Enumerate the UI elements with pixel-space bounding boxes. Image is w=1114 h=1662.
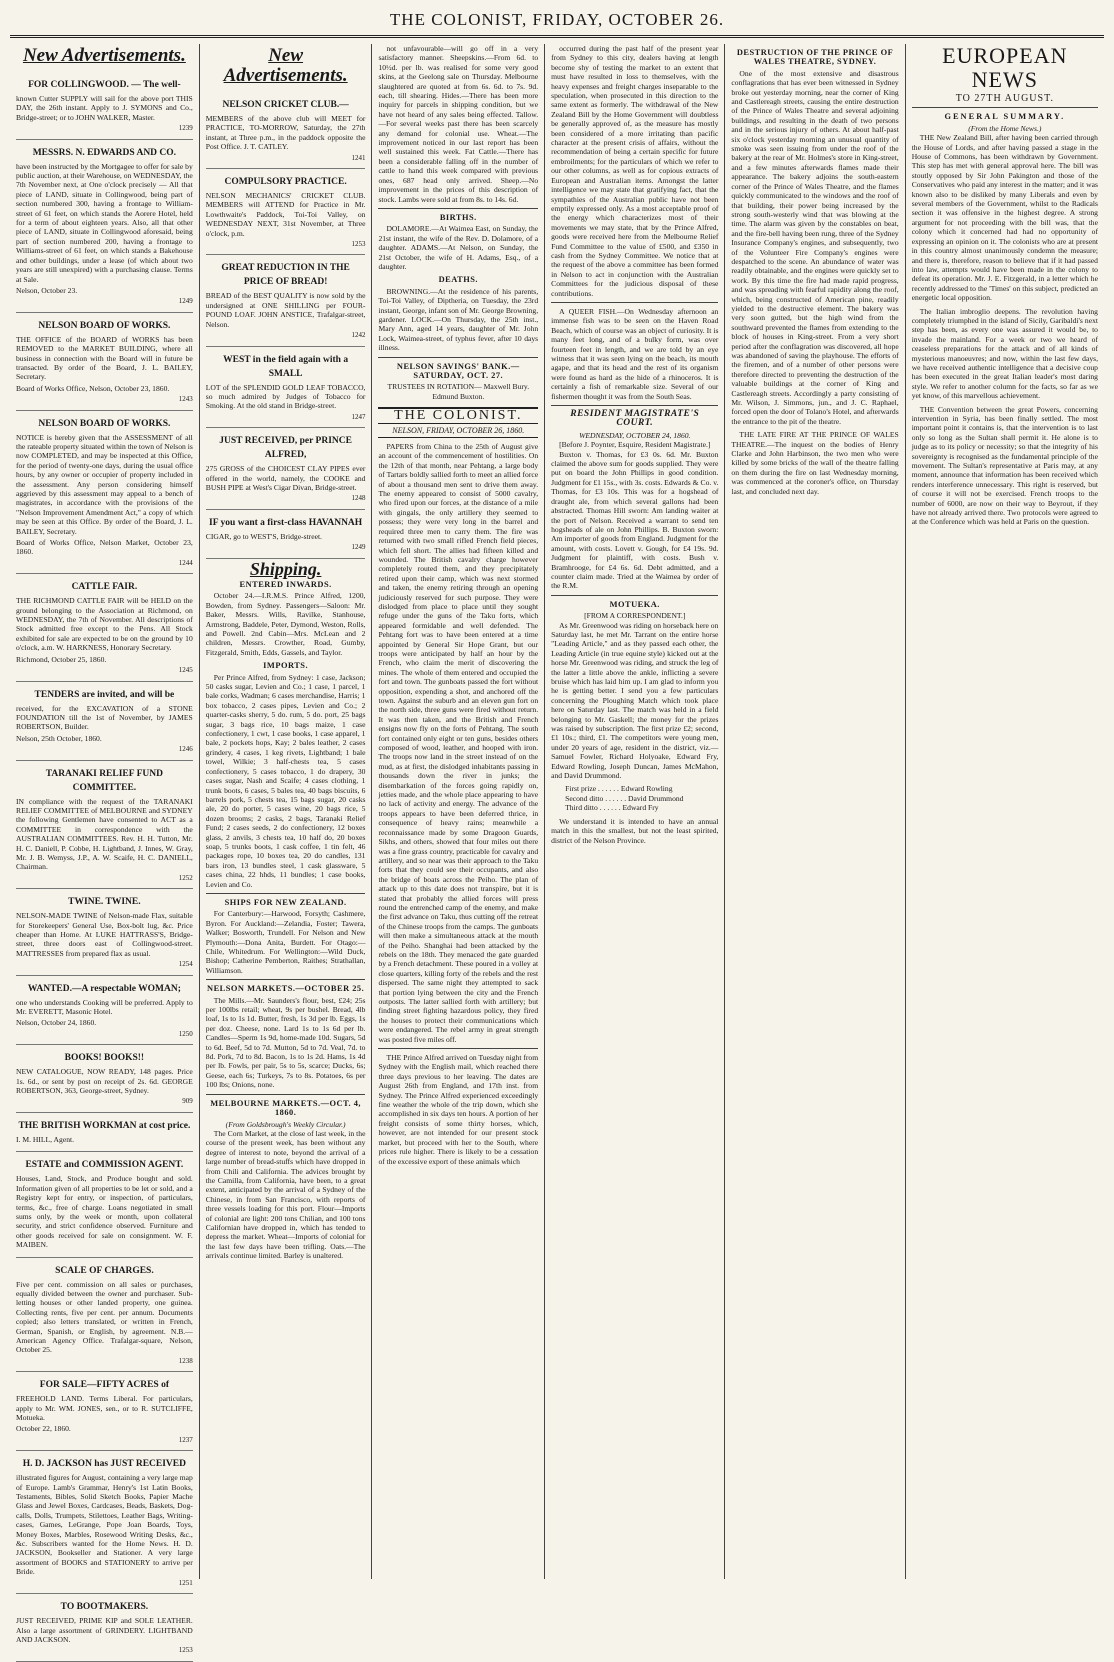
general-summary-source: (From the Home News.) [968, 123, 1042, 133]
ad-text: Five per cent. commission on all sales or purchases, equally divided between the owner and purchaser. Sub-letting houses or other landed property, one guinea. Collecting rents, five per cent. per annum. Documents copied; also letters translated, or written in French, German, Spanish, or English, by agreement. N.B.—American Agency Office. Trafalgar-square, Nelson, October 25. [16, 1279, 193, 1355]
advertisement [206, 347, 366, 429]
ad-text: FREEHOLD LAND. Terms Liberal. For particulars, apply to Mr. WM. JONES, sen., or to R. SUTCLIFFE, Motueka. [16, 1394, 193, 1422]
ad-text: LOT of the SPLENDID GOLD LEAF TOBACCO, so much admired by Judges of Tobacco for Smoking. At the old stand in Bridge-street. [205, 382, 366, 411]
advertisement [16, 140, 193, 313]
ad-heading: TO BOOTMAKERS. [60, 1602, 149, 1613]
ad-text: MEMBERS of the above club will MEET for PRACTICE, TO-MORROW, Saturday, the 27th instant, at Three p.m., in the paddock opposite the Post Office. J. T. CATLEY. [205, 114, 366, 152]
court-title: RESIDENT MAGISTRATE'S COURT. [570, 409, 700, 429]
divider [378, 357, 538, 358]
newspaper-page [10, 10, 1104, 1655]
ad-number: 1249 [351, 543, 366, 552]
advertisement [16, 313, 193, 411]
ad-heading: NELSON CRICKET CLUB.— [222, 100, 349, 110]
ad-heading: FOR COLLINGWOOD. — The well- [28, 80, 181, 90]
ad-heading: NELSON BOARD OF WORKS. [38, 320, 171, 331]
ad-text: THE OFFICE of the BOARD of WORKS has been REMOVED to the MARKET BUILDING, where all business in connection with the Board will in future be transacted. By order of the Board, J. L. BAILEY, Secretary. [16, 334, 193, 382]
ad-number: 1250 [178, 1029, 193, 1038]
section-header: New Advertisements. [22, 45, 186, 66]
theatre-fire-text: One of the most extensive and disastrous conflagrations that has ever been witnessed in Sydney broke out yesterday morning, near the corner of King and Castlereagh streets, causing the entire destruction of the Prince of Wales Theatre and several adjoining buildings, and resulting in the death of two persons and in the serious injury of others. At about half-past six o'clock yesterday morning an unusual quantity of smoke was seen issuing from under the roof of the bakery at the rear of Mr. Holmes's store in King-street, and a few minutes afterwards flames made their appearance. The bakery adjoins the south-eastern corner of the Prince of Wales Theatre, and the flames quickly communicated to the windows and the roof of that building, their power being increased by the strong south-westerly wind that was blowing at the time. The alarm was given by the constables on beat, and the fire-bell having been rung, three of the Sydney Insurance Company's engines, and subsequently, two of the Volunteer Fire Company's engines were despatched to the scene. An abundance of water was readily obtainable, and the engines were quickly set to work. By this time the fire had made rapid progress, and was spreading with fearful rapidity along the roof, which, being constructed of American pine, readily yielded to the destructive element. The bakery was very soon gutted, but the high wind from the southward prevented the flames from extending to the block of houses in King-street. From a very short period after the conflagration was discovered, all hope was abandoned of saving the playhouse. The efforts of the firemen, and of a number of other persons were therefore directed to preventing the destruction of the valuable buildings at the corner of King and Castlereagh streets. Accordingly a party consisting of Mr. Wilson, J. Simmons, jun., and J. C. Raphael, forced open the door of Tolano's Hotel, and afterwards the entrance to the pit of the theatre. [731, 68, 899, 426]
general-summary-title: GENERAL SUMMARY. [944, 112, 1066, 122]
ad-number: 1237 [178, 1435, 193, 1444]
melbourne-markets-title: MELBOURNE MARKETS.—OCT. 4, 1860. [210, 1098, 362, 1118]
entered-inwards-title: ENTERED INWARDS. [239, 579, 332, 589]
ad-footer: Nelson, October 24, 1860. [16, 1018, 97, 1028]
ad-text: JUST RECEIVED, PRIME KIP and SOLE LEATHER. Also a large assortment of GRINDERY. LIGHTBAND AND JACKSON. [16, 1616, 193, 1644]
dateline: NELSON, FRIDAY, OCTOBER 26, 1860. [378, 426, 538, 438]
ad-number: 1244 [178, 558, 193, 567]
prize-list [551, 784, 718, 812]
ad-heading: ESTATE and COMMISSION AGENT. [25, 1160, 184, 1171]
ad-number: 1242 [351, 331, 366, 340]
ad-number: 1241 [351, 153, 366, 162]
ad-heading: H. D. JACKSON has JUST RECEIVED [22, 1459, 186, 1470]
divider [206, 1094, 366, 1095]
ad-heading: COMPULSORY PRACTICE. [224, 177, 347, 188]
deaths-text: BROWNING.—At the residence of his parents, Toi-Toi Valley, of Diptheria, on Tuesday, the 23rd instant, George, infant son of Mr. George Browning, gardener. LOCK.—On Thursday, the 25th inst., Mary Ann, aged 14 years, daughter of Mr. John Lock, Waimea-street, of typhus fever, after 10 days illness. [378, 286, 539, 353]
advertisement [16, 1258, 193, 1373]
ad-text: 275 GROSS of the CHOICEST CLAY PIPES ever offered in the world, namely, the COOKE and BUSH PIPE at West's Cigar Divan, Bridge-street. [205, 464, 366, 492]
advertisement [16, 976, 193, 1046]
melbourne-markets-source: (From Goldsbrough's Weekly Circular.) [225, 1119, 346, 1129]
prize-winner: Edward Rowling [620, 784, 673, 794]
divider [551, 405, 718, 406]
queer-fish-text: A QUEER FISH.—On Wednesday afternoon an immense fish was to be seen on the Haven Road Beach, which of course was an object of curiosity. It is many feet long, and of a bulky form, was over fourteen feet in length, and we are told by an eye witness that it was seen lying on the beach, its mouth agape, and that its head and the rest of its organism were found as hard as the hide of a rhinoceros. It is certainly a fish of remarkable size. Several of our fishermen thought it was from the South Seas. [551, 306, 719, 401]
prize-winner: David Drummond [628, 793, 684, 803]
ships-title: SHIPS FOR NEW ZEALAND. [224, 897, 347, 907]
deaths-title: DEATHS. [438, 275, 478, 285]
paper-title: THE COLONIST. [378, 407, 538, 423]
ad-heading: WEST in the field again with a SMALL [223, 354, 349, 379]
advertisement [206, 428, 366, 510]
ad-number: 1251 [178, 1578, 193, 1587]
markets-continued-text: not unfavourable—will go off in a very satisfactory manner. Sheepskins.—From 6d. to 10½d. per lb. was realised for some very good skins, at the Geelong sale on Thursday. Melbourne slaughtered are quoted at from 6s. 6d. to 7s. 9d. each, till shearing. Hides.—There has been more inquiry for parcels in shipping condition, but we have not heard of any sales being effected. Tallow.—For several weeks past there has been scarcely any demand for colonial use. Wheat.—The improvement noticed in our last report has been well sustained this week. Fat Cattle.—There has been a considerable falling off in the number of cattle to hand this week compared with previous ones, 687 head only arrived. Sheep.—No improvement in the prices of this description of stock. Lambs were sold at from 8s. to 14s. 6d. [378, 44, 539, 204]
ad-heading: WANTED.—A respectable WOMAN; [27, 983, 181, 994]
ad-text: NELSON MECHANICS' CRICKET CLUB. MEMBERS will ATTEND for Practice in Mr. Lowthwaite's Paddock, Toi-Toi Valley, on WEDNESDAY NEXT, 31st November, at Three o'clock, p.m. [205, 191, 366, 238]
ad-heading: IF you want a first-class HAVANNAH [209, 517, 363, 528]
columns [10, 43, 1104, 1655]
ad-heading: TENDERS are invited, and will be [34, 689, 175, 700]
leader-dots: . . . . . . [597, 803, 623, 813]
ad-number: 1239 [178, 124, 193, 133]
ad-number: 1248 [351, 494, 366, 503]
advertisement [206, 510, 366, 559]
ad-heading: GREAT REDUCTION IN THE PRICE OF BREAD! [221, 263, 350, 288]
summary-paragraph: THE New Zealand Bill, after having been carried through the House of Lords, and after having passed a stage in the House of Commons, has been withdrawn by Government. This step has met with general approval here. The bill was stoutly opposed by Sir John Pakington and those of the Conservatives who paid any interest in the matter; and it was known also to be disliked by many Liberals and even by several members of the Government, whilst to the Radicals section it was offensive in the highest degree. A strong argument for not proceeding with the bill was, that the colony which it concerned had had no opportunity of expressing an opinion on it. The colonists who are at present in this country almost unanimously condemn the measure; and there is, therefore, reason to believe that if it had passed into law, attempts would have been made in the colony to defeat its operation. Mr. J. E. Fitzgerald, in a letter which he recently addressed to the 'Times' on this subject, predicted an energetic local opposition. [911, 133, 1098, 303]
divider [551, 302, 718, 303]
ad-text: one who understands Cooking will be preferred. Apply to Mr. EVERETT, Masonic Hotel. [16, 997, 193, 1017]
court-date: WEDNESDAY, OCTOBER 24, 1860. [579, 430, 691, 440]
advertisement [16, 1152, 193, 1257]
shipping-header: Shipping. [249, 558, 322, 579]
advertisement [206, 255, 366, 346]
prize-row [565, 803, 718, 812]
advertisement [16, 1113, 193, 1152]
melbourne-markets-text: The Corn Market, at the close of last week, in the course of the present week, has been without any degree of interest to note, beyond the arrival of a large number of bread-stuffs which have dropped in from Chili and California. The advices brought by the Camilla, from California, have been, to a great extent, anticipated by the arrival of a Sydney of the Chinese, in from San Francisco, with reports of three vessels loading for this port. Flour—Imports of colonial are light: 200 tons Chilian, and 100 tons Californian have dropped in, which has tended to depress the market. Wheat—Imports of colonial for the last few days have been trifling. Oats.—The arrivals continue limited. Barley is unaltered. [205, 1128, 366, 1261]
ad-list [206, 92, 366, 559]
ad-text: NOTICE is hereby given that the ASSESSMENT of all the rateable property situated within the town of Nelson is now COMPLETED, and may be inspected at this Office, for the period of twenty-one days, during the usual office hours, by any owner or occupier of property included in the assessment. Any person considering himself aggrieved by this assessment may appeal to a bench of magistrates, in accordance with the provisions of the "Nelson Improvement Amendment Act," a copy of which may be seen at this Office. By order of the Board, J. L. BAILEY, Secretary. [16, 432, 193, 536]
advertisement [16, 682, 193, 761]
column-european-news [906, 44, 1104, 1579]
summary-paragraphs [912, 133, 1098, 527]
china-news-text: PAPERS from China to the 25th of August give an account of the commencement of hostilities. On the 12th of that month, near Pehtang, a large body of Tartars boldly sallied forth to meet an allied force of about a thousand men sent to drive them away. The enemy appeared to consist of 5000 cavalry, who fired upon our forces, at the distance of a mile with gingals, the only artillery they seemed to possess; they were very long in the barrel and required three men to carry them. The fire was returned with two small rifled French field pieces, which fell short. The allies had fifteen killed and wounded. The British cavalry charge however completely routed them, and they precipitately retired upon their camp, which was next stormed and taken, the enemy retiring through an opening judiciously reserved for such purpose. They were dislodged from place to place until they sought refuge under the guns of the Taku forts, which appeared formidable and well defended. The Pehtang fort was to have been entered at a time appointed by General Sir Hope Grant, but our troops were anticipated by half an hour by the French, who claim the merit of discovering the mines. The whole of them entered and occupied the fort and town. The gunboats passed the fort without opposition, expending a shot, and anchored off the town. Against the suburb and an eleven gun fort on the north side, three guns were fired without return. It was then taken, and the British and French ensigns now fly on the forts of Pehtang. The south fort contained only eight or ten guns, besides others composed of wood, leather, and hooped with iron. The troops now land in the street instead of on the mud, as at first, the dislodged inhabitants passing in thousands down the river in junks; the disembarkation of the forces going rapidly on, jetties made, and the whole place appearing to have no lack of activity and energy. The advance of the troops appears to have been deferred thrice, in consequence of heavy rains; meanwhile a reconnaissance made by some Dragoon Guards, Sikhs, and others, showed that four miles out there was a fine grass country, practicable for cavalry and artillery, and so near was their approach to the Taku forts that they could see their occupants, and also the bridge of boats across the Peiho. The plan of attack up to this date does not transpire, but it is stated that probably the allied forces will press round the entrenched camp of the enemy, and make the first advance on Taku, thus cutting off the retreat of the Chinese troops from the camps. The gunboats will then make a simultaneous attack at the mouth of the Peiho. Shanghai had been attacked by the rebels on the 18th. They menaced the gate guarded by a French detachment. These poured in a volley at close quarters, killing forty of the rebels and the rest dispersed. The same night they attempted to sack that portion lying between the city and the French outposts. The latter sallied forth with artillery; but finding street fighting hazardous policy, they fired the houses to protect their communications which were endangered. The rebel army in great strength was posted five miles off. [378, 442, 539, 1044]
ad-number: 1246 [178, 745, 193, 754]
motueka-title: MOTUEKA. [609, 599, 660, 609]
ad-number: 1238 [178, 1356, 193, 1365]
ad-number: 1247 [351, 412, 366, 421]
ad-number: 1252 [178, 873, 193, 882]
advertisement [16, 411, 193, 575]
ad-text: THE RICHMOND CATTLE FAIR will be HELD on the ground belonging to the Association at Richmond, on WEDNESDAY, the 7th of November. All descriptions of Stock admitted free except to the Pens. All Stock exhibited for sale are expected to be on the ground by 10 o'clock, a.m. W. HARKNESS, Honorary Secretary. [16, 596, 193, 653]
advertisement [16, 889, 193, 975]
masthead: THE COLONIST, FRIDAY, OCTOBER 26. [10, 10, 1104, 38]
ad-text: illustrated figures for August, containing a very large map of Europe. Lamb's Grammar, Henry's 1st Latin Books, Testaments, Bibles, Solid Sketch Books, Papier Mache Glass and Jewel Boxes, Cardcases, Beads, Baskets, Dog-calls, Dolls, Trumpets, Stilettoes, Leather Bags, Writing-cases, Games, LeGrange, Pope Joan Boards, Toys, Money Boxes, Marbles, Rosewood Writing Desks, &c., &c. Subscribers wanted for the Home News. H. D. JACKSON, Bookseller and Stationer. A very large assortment of BOOKS and STATIONERY to arrive per Bride. [16, 1473, 193, 1577]
column-advertisements-2 [200, 44, 373, 1579]
ad-text: NEW CATALOGUE, NOW READY, 148 pages. Price 1s. 6d., or sent by post on receipt of 2s. 6d. GEORGE ROBERTSON, 363, George-street, Sydney. [16, 1067, 193, 1096]
ad-text: I. M. HILL, Agent. [16, 1134, 74, 1144]
european-news-subtitle: TO 27TH AUGUST. [955, 93, 1054, 104]
leader-dots: . . . . . . [596, 784, 621, 794]
divider [378, 208, 538, 209]
advertisement [206, 169, 366, 255]
ad-text: received, for the EXCAVATION of a STONE FOUNDATION till the 1st of November, by JAMES ROBERTSON, Builder. [16, 703, 193, 732]
ad-text: BREAD of the BEST QUALITY is now sold by the undersigned at ONE SHILLING per FOUR-POUND LOAF. JOHN ANSTICE, Trafalgar-street, Nelson. [205, 291, 366, 329]
theatre-fire-inquest-text: THE LATE FIRE AT THE PRINCE OF WALES THEATRE.—The inquest on the bodies of Henry Clarke and John Harbinson, the two men who were killed by some bricks of the wall of the theatre falling on them during the fire on last Wednesday morning, was commenced at the coroner's office, on Thursday last, and concluded next day. [731, 430, 899, 496]
ad-number: 1249 [178, 297, 193, 306]
prize-winner: Edward Fry [622, 803, 659, 813]
ad-text: NELSON-MADE TWINE of Nelson-made Flax, suitable for Storekeepers' General Use, Box-bolt lug, &c. Price cheaper than Home. At LUKE HATTRASS'S, Bridge-street, three doors east of Collingwood-street. MATTRESSES from prepared flax as usual. [16, 911, 193, 958]
ad-footer: Nelson, 25th October, 1860. [16, 733, 102, 743]
prize-row [565, 794, 718, 803]
ad-text: known Cutter SUPPLY will sail for the above port THIS DAY, the 26th instant. Apply to J. SYMONS and Co., Bridge-street; or to JOHN WALKER, Master. [16, 94, 193, 122]
divider [912, 107, 1098, 108]
prize-row [565, 784, 718, 793]
divider [206, 893, 366, 894]
ad-heading: CATTLE FAIR. [71, 582, 138, 593]
ad-heading: THE BRITISH WORKMAN at cost price. [18, 1120, 191, 1131]
court-before: [Before J. Poynter, Esquire, Resident Magistrate.] [559, 440, 711, 450]
ad-heading: TARANAKI RELIEF FUND COMMITTEE. [45, 768, 163, 793]
ad-heading: SCALE OF CHARGES. [55, 1265, 154, 1276]
ad-text: Houses, Land, Stock, and Produce bought and sold. Information given of all properties to be let or sold, and a Registry kept for entry, or inspection, of particulars, terms, &c., free of charge. Loans negotiated in small sums only, by the week or month, upon collateral security, and strict confidence observed. Furniture and other goods received for sale on consignment. W. F. MAIBEN. [16, 1174, 193, 1250]
advertisement [16, 761, 193, 890]
european-news-title: EUROPEAN NEWS [942, 43, 1068, 92]
ad-list [16, 72, 193, 1662]
advertisement [16, 574, 193, 681]
court-text: Buxton v. Thomas, for £3 0s. 6d. Mr. Buxton claimed the above sum for goods supplied. They were put on board the John Phillips in good condition. Judgment for £1 15s., with 3s. costs. Edwards & Co. v. Thomas, for £3 10s. This was for a hogshead of draught ale, from which several gallons had been abstracted. Thomas Hill sworn: Am landing waiter at the port of Nelson. Received a warrant to send ten hogsheads of ale on John Phillips. B. Buxton sworn: Am importer of goods from England. Judgment for the amount, with costs. Lovett v. Gough, for £4 19s. 9d. Judgment for plaintiff, with costs. Bush v. Bramhrooge, for £4 6s. 6d. Debt admitted, and a counter claim made. Tried at the Waimea by order of the R.M. [551, 449, 719, 591]
ad-text: IN compliance with the request of the TARANAKI RELIEF COMMITTEE of MELBOURNE and SYDNEY the following Gentlemen have consented to ACT as a COMMITTEE in correspondence with the AUSTRALIAN COMMITTEES. Rev. H. H. Tutton, Mr. H. C. Daniell, P. Cobbe, H. Lightband, J. Innes, W. Gray, Mr. J. B. Wemyss, J.P., A. W. Scaife, H. C. DANIELL, Chairman. [16, 796, 193, 872]
births-title: BIRTHS. [439, 212, 477, 222]
ad-footer: Board of Works Office, Nelson Market, October 23, 1860. [16, 538, 193, 557]
ad-number: 1245 [178, 666, 193, 675]
prize-label: First prize [565, 784, 597, 794]
motueka-end-text: We understand it is intended to have an annual match in this the smallest, but not the least spirited, district of the Nelson Province. [551, 816, 719, 845]
divider [551, 595, 718, 596]
divider [206, 979, 366, 980]
advertisement [16, 1594, 193, 1662]
advertisement [16, 1451, 193, 1594]
motueka-source: [FROM A CORRESPONDENT.] [584, 611, 686, 621]
column-news-1 [372, 44, 545, 1579]
ad-text: CIGAR, go to WEST'S, Bridge-street. [205, 531, 322, 541]
editorial-continued-text: occurred during the past half of the present year from Sydney to this city, dealers having at length become shy of testing the market to an extent that must have resulted in loss to themselves, with the heavy expenses and freight charges inseparable to the speculation, when prosecuted in this direction to the same extent as formerly. The withdrawal of the New Zealand Bill by the Home Government will doubtless be generally approved of, as the measure has mostly been considered of a more irritating than pacific character at the present crisis of affairs, without the recommendation of being a certain specific for future embroilments; for the particulars of which we refer to our other columns, as well as for copious extracts of European and Australian items. Amongst the latter intelligence we may state that gratifying fact, that the sympathies of the Australian public have not been emptily expressed only. As a most acceptable proof of the energy which characterizes most of their movements we may state, that by the Prince Alfred, goods were received here from the Melbourne Relief Fund Committee to the value of £500, and £350 in cash from the Sydney Committee. We notice that at the request of the above a committee has been formed in Nelson to act in conjunction with the Australian Committees for the judicious disposal of these contributions. [551, 44, 719, 298]
savings-bank-text: TRUSTEES IN ROTATION— Maxwell Bury. Edmund Buxton. [387, 382, 530, 401]
divider [378, 1048, 538, 1049]
imports-title: IMPORTS. [263, 661, 309, 671]
ad-number: 1254 [178, 960, 193, 969]
imports-text: Per Prince Alfred, from Sydney: 1 case, Jackson; 50 casks sugar, Levien and Co.; 1 case, 1 parcel, 1 bale corks, Wadman; 6 cases merchandise, Harris; 1 box tobacco, 2 cases pipes, Levien and Co.; 2 quarter-casks sherry, 5 do. rum, 5 do. port, 25 bags sugar, 3 bags rice, 10 bags maize, 1 case confectionery, 1 cwt, 1 case books, 1 case apparel, 1 bale, 2 pockets hops, Kay; 2 bales leather, 2 cases grindery, 4 cases, 1 keg rivets, Lightband; 1 bale towel, Wilkie; 3 half-chests tea, 5 cases confectionery, 5 cases tobacco, 1 do drapery, 30 cases sugar, Nash and Scaife; 4 cases clothing, 1 trunk boots, 6 cases, 5 bales tea, 40 bags biscuits, 6 barrels pork, 5 chests tea, 15 bags sugar, 20 casks ale, 20 do porter, 5 cases wine, 20 bags rice, 5 dozen brooms; 2 casks, 2 bags, Taranaki Relief Fund; 2 cases seeds, 2 do confectionery, 12 boxes glass, 2 anvils, 3 chests tea, 10 half do, 20 boxes soap, 5 trunks boots, 1 cask coffee, 1 tin felt, 46 packages rope, 10 boxes tea, 20 do candles, 131 bars iron, 13 bundles steel, 1 cask glassware, 5 cases china, 22 hhds, 11 bundles; 1 case books, Levien and Co. [205, 672, 366, 889]
prize-label: Second ditto [565, 793, 604, 803]
theatre-fire-title: DESTRUCTION OF THE PRINCE OF WALES THEATRE, SYDNEY. [736, 48, 894, 67]
ad-footer: October 22, 1860. [16, 1424, 71, 1434]
column-news-3 [725, 44, 905, 1579]
ad-number: 1253 [351, 240, 366, 249]
motueka-text: As Mr. Greenwood was riding on horseback here on Saturday last, he met Mr. Tarrant on the entire horse "Leading Article," and as they passed each other, the Leading Article (in true equine style) kicked out at the horse Mr. Greenwood was riding, and struck the leg of the latter a little above the ankle, inflicting a severe bruise which has laid him up. I am glad to inform you he is getting better. I send you a few particulars concerning the Ploughing Match which took place here on Saturday last. The match was held in a field belonging to Mr. Gaskell; the money for the prizes was raised by subscription. The first prize £2; second, £1 10s.; third, £1. The competitors were young men, under 20 years of age, resident in the district, viz.—Samuel Fowler, Richard Holyoake, Edward Fry, Edward Rowling, Joseph Duncan, James McMahon, and David Drummond. [551, 620, 719, 781]
nelson-markets-title: NELSON MARKETS.—OCTOBER 25. [207, 984, 365, 994]
summary-paragraph: The Italian imbroglio deepens. The revolution having completely triumphed in the island of Sicily, Garibaldi's next step has been, as every one was assured it would be, to invade the mainland. For a week or two we heard of ceaseless preparations for the attack and of all kinds of mysterious manoeuvres; and now, within the last few days, we have received authentic intelligence that a decisive coup has been executed in the great Italian leader's most daring style. We refer to another column for the facts, so far as we yet know, of this marvellous achievement. [911, 306, 1098, 401]
column-advertisements-1 [10, 44, 200, 1655]
leader-dots: . . . . . . [603, 793, 628, 803]
ad-heading: NELSON BOARD OF WORKS. [38, 418, 171, 429]
ad-number: 909 [182, 1097, 193, 1106]
ships-text: For Canterbury:—Harwood, Forsyth; Cashmere, Byron. For Auckland:—Zelandia, Foster; Tawera, Walker; Bosworth, Trundell. For Nelson and New Plymouth:—Dona Anita, Burdett. For Otago:—Chile, Whitedrum. For Wellington:—Wild Duck, Bishop; Catherine Pemberton, Raithes; Strathallan, Williamson. [205, 909, 366, 975]
ad-heading: TWINE. TWINE. [68, 897, 141, 908]
ad-footer: Richmond, October 25, 1860. [16, 654, 107, 664]
summary-paragraph: THE Convention between the great Powers, concerning intervention in Syria, has been finally settled. The most important point it contains is, that the intervention is to last only so long as the Sultan shall permit it. He alone is to judge as to its policy or necessity; so that the integrity of his sovereignty is recognised as the fundamental principle of the movement. The Sultan's representative at Paris may, at any moment, announce that information has been received which renders interference unnecessary. This right is reserved, but of course it will not be exercised. French troops to the number of 6000, are now on their way to Beyrout, if they have not already arrived there. Two protocols were agreed to at the Conference which was held at Paris on the question. [911, 404, 1098, 527]
ad-text: have been instructed by the Mortgagee to offer for sale by public auction, at their Warehouse, on WEDNESDAY, the 7th November next, at One o'clock precisely — All that piece of LAND, situate in Collingwood, being part of section numbered 300, having a frontage to William-street of 61 feet, on which stands the Aorere Hotel, held for a term of about eighteen years. Also, all that other piece of LAND, situate in Collingwood aforesaid, being part of section numbered 200, having a frontage to Williams-street of 61 feet, on which stands a Bakehouse and other buildings, under a lease (of which about two years are still unexpired) with a purchasing clause. Terms at Sale. [16, 161, 193, 284]
births-text: DOLAMORE.—At Waimea East, on Sunday, the 21st instant, the wife of the Rev. D. Dolamore, of a daughter. ADAMS.—At Nelson, on Sunday, the 21st October, the wife of H. Adams, Esq., of a daughter. [378, 224, 539, 271]
section-header: New Advertisements. [223, 45, 348, 86]
entered-inwards-text: October 24.—I.R.M.S. Prince Alfred, 1200, Bowden, from Sydney. Passengers—Saloon: Mr. Baker, Messrs. Wills, Ravilke, Stanhouse, Armstrong, Baddele, Peter, Dymond, Weston, Rolls, and Powell. 2nd Cabin—Mrs. McLean and 2 children, Messrs. Crowther, Road, Gumby, Fitzgerald, Smith, Edds, Gassels, and Taylor. [205, 591, 366, 657]
ad-footer: Board of Works Office, Nelson, October 23, 1860. [16, 383, 170, 393]
prize-label: Third ditto [565, 803, 598, 813]
column-news-2 [545, 44, 725, 1579]
ad-heading: JUST RECEIVED, per PRINCE ALFRED, [219, 436, 352, 461]
advertisement [16, 1372, 193, 1451]
advertisement [16, 72, 193, 140]
ad-number: 1243 [178, 395, 193, 404]
nelson-markets-text: The Mills.—Mr. Saunders's flour, best, £24; 25s per 100lbs retail; wheat, 9s per bushel. Bread, 4lb loaf, 1s to 1s 1d. Butter, fresh, 1s 3d per lb. Eggs, 1s per doz. Cheese, none. Lard 1s to 1s 6d per lb. Candles—Sperm 1s 9d, home-made 10d. Sugars, 5d to 6d. Beef, 5d to 7d. Mutton, 5d to 7d. Veal, 7d. to 8d. Pork, 7d to 8d. Bacon, 1s to 1s 2d. Hams, 1s 4d per lb. Fowls, per pair, 5s to 5s, scarce; Ducks, 6s; Geese, each 6s; Turkeys, 7s to 8s. Potatoes, 6s per 100 lbs; Onions, none. [205, 995, 366, 1090]
ad-heading: BOOKS! BOOKS!! [64, 1053, 145, 1064]
ad-number: 1253 [178, 1646, 193, 1655]
ad-heading: MESSRS. N. EDWARDS AND CO. [32, 147, 177, 158]
prince-alfred-text: THE Prince Alfred arrived on Tuesday night from Sydney with the English mail, which reached there three days previous to her leaving. The dates are August 26th from England, and 17th inst. from Sydney. The Prince Alfred experienced exceedingly fine weather the whole of the trip down, which she accomplished in six days ten hours. A portion of her freight consists of some thirty horses, which, however, are not intended for our present stock market, but proceed with her to the South, where prices rule higher. There is likely to be a cessation of the excessive export of these animals which [378, 1053, 539, 1166]
ad-heading: FOR SALE—FIFTY ACRES of [39, 1380, 169, 1391]
advertisement [206, 92, 366, 169]
savings-bank-title: NELSON SAVINGS' BANK.—SATURDAY, OCT. 27. [396, 361, 520, 380]
ad-footer: Nelson, October 23. [16, 285, 78, 295]
advertisement [16, 1045, 193, 1113]
